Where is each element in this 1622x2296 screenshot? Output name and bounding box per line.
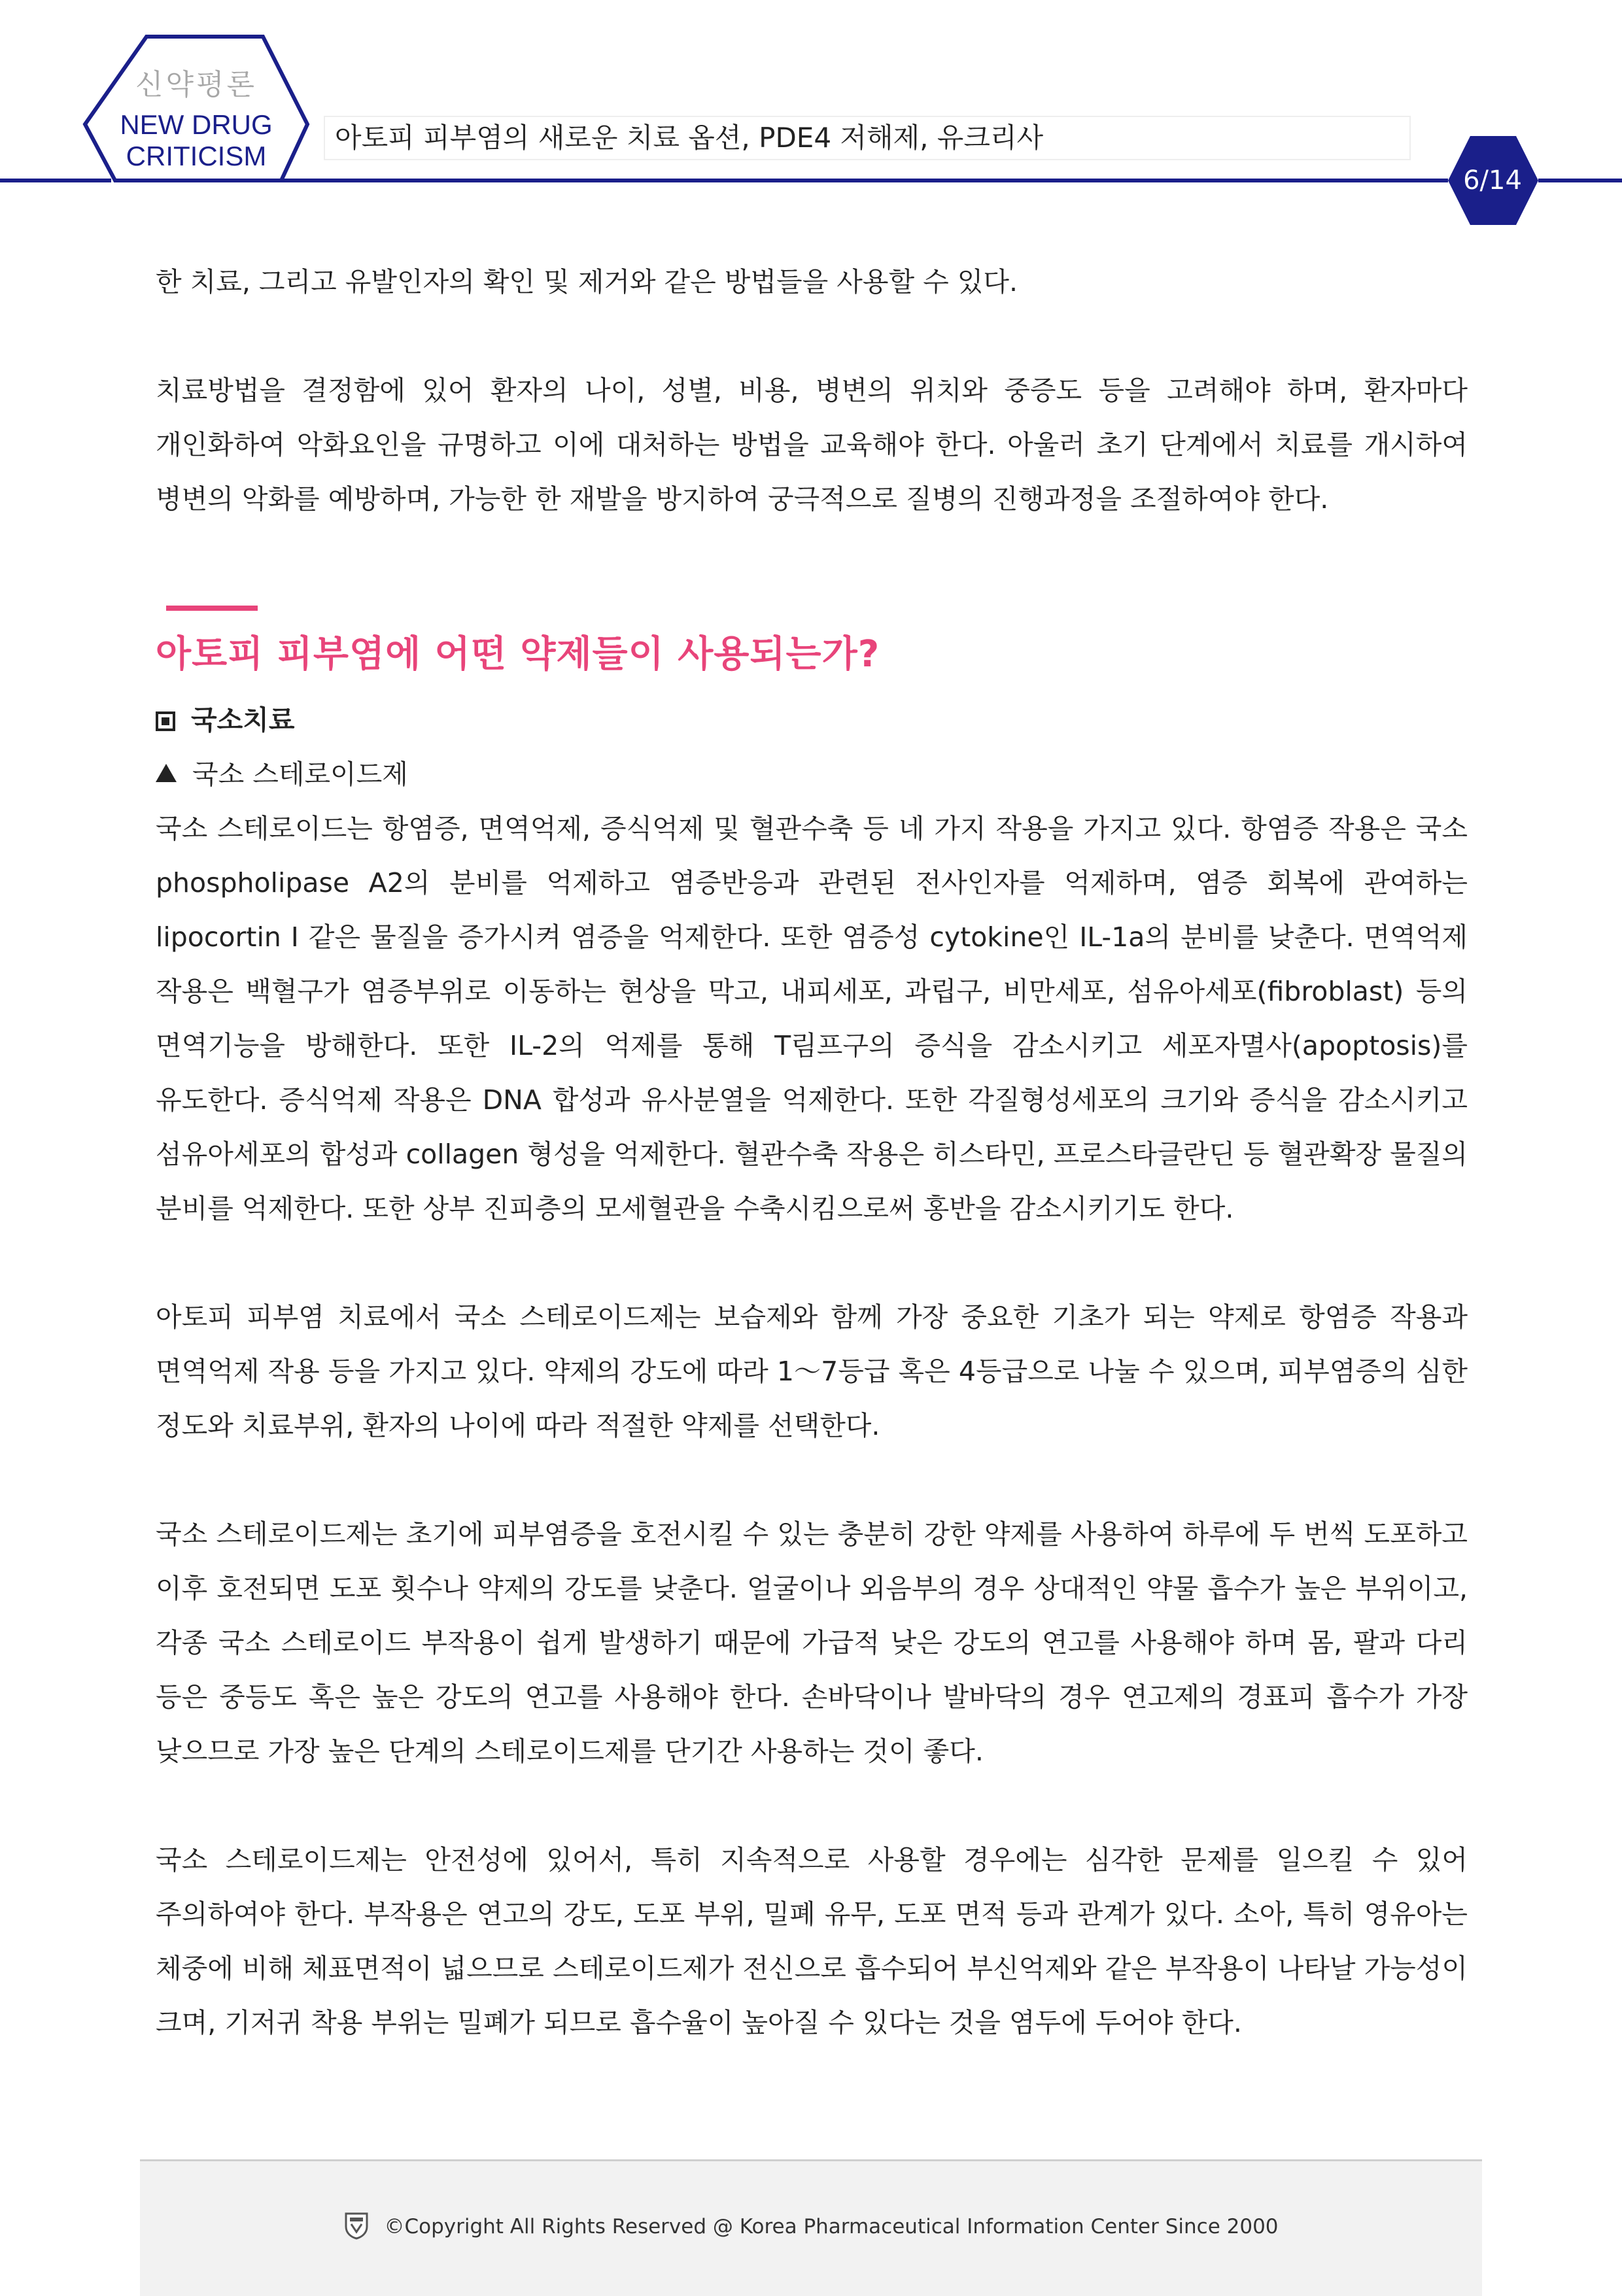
page-header: [0, 0, 1622, 235]
heading-accent-bar: [166, 606, 258, 611]
paragraph: 국소 스테로이드는 항염증, 면역억제, 증식억제 및 혈관수축 등 네 가지 작용을 가지고 있다. 항염증 작용은 국소 phospholipase A2의 분비를 억제하고 염증반응과 관련된 전사인자를 억제하며, 염증 회복에 관여하는 lipocortin I 같은 물질을 증가시켜 염증을 억제한다. 또한 염증성 cytokine인 IL-1a의 분비를 낮춘다. 면역억제 작용은 백혈구가 염증부위로 이동하는 현상을 막고, 내피세포, 과립구, 비만세포, 섬유아세포(fibroblast) 등의 면역기능을 방해한다. 또한 IL-2의 억제를 통해 T림프구의 증식을 감소시키고 세포자멸사(apoptosis)를 유도한다. 증식억제 작용은 DNA 합성과 유사분열을 억제한다. 또한 각질형성세포의 크기와 증식을 감소시키고 섬유아세포의 합성과 collagen 형성을 억제한다. 혈관수축 작용은 히스타민, 프로스타글란딘 등 혈관확장 물질의 분비를 억제한다. 또한 상부 진피층의 모세혈관을 수축시킴으로써 홍반을 감소시키기도 한다.: [156, 813, 1468, 1224]
kpic-shield-icon: [343, 2211, 370, 2240]
footer-copyright: [140, 2207, 1482, 2246]
page-number: 6/14: [1463, 165, 1522, 196]
brand-korean: 신약평론: [135, 68, 257, 101]
paragraph: 치료방법을 결정함에 있어 환자의 나이, 성별, 비용, 병변의 위치와 중증도 등을 고려해야 하며, 환자마다 개인화하여 악화요인을 규명하고 이에 대처하는 방법을 교육해야 한다. 아울러 초기 단계에서 치료를 개시하여 병변의 악화를 예방하며, 가능한 한 재발을 방지하여 궁극적으로 질병의 진행과정을 조절하여야 한다.: [156, 375, 1468, 515]
article-title: 아토피 피부염의 새로운 치료 옵션, PDE4 저해제, 유크리사: [335, 122, 1044, 154]
square-bullet-icon: [156, 711, 175, 731]
paragraph: 한 치료, 그리고 유발인자의 확인 및 제거와 같은 방법들을 사용할 수 있다.: [156, 266, 1018, 298]
section-heading: 아토피 피부염에 어떤 약제들이 사용되는가?: [156, 633, 880, 676]
page-footer: [140, 2159, 1482, 2296]
paragraph: 국소 스테로이드제는 초기에 피부염증을 호전시킬 수 있는 충분히 강한 약제를 사용하여 하루에 두 번씩 도포하고 이후 호전되면 도포 횟수나 약제의 강도를 낮춘다. 얼굴이나 외음부의 경우 상대적인 약물 흡수가 높은 부위이고, 각종 국소 스테로이드 부작용이 쉽게 발생하기 때문에 가급적 낮은 강도의 연고를 사용해야 하며 몸, 팔과 다리 등은 중등도 혹은 높은 강도의 연고를 사용해야 한다. 손바닥이나 발바닥의 경우 연고제의 경표피 흡수가 가장 낮으므로 가장 높은 단계의 스테로이드제를 단기간 사용하는 것이 좋다.: [156, 1518, 1468, 1767]
triangle-bullet-icon: [156, 764, 177, 782]
drug-section: [156, 606, 1468, 2050]
paragraph: 국소 스테로이드제는 안전성에 있어서, 특히 지속적으로 사용할 경우에는 심각한 문제를 일으킬 수 있어 주의하여야 한다. 부작용은 연고의 강도, 도포 부위, 밀폐 유무, 도포 면적 등과 관계가 있다. 소아, 특히 영유아는 체중에 비해 체표면적이 넓으므로 스테로이드제가 전신으로 흡수되어 부신억제와 같은 부작용이 나타날 가능성이 크며, 기저귀 착용 부위는 밀폐가 되므로 흡수율이 높아질 수 있다는 것을 염두에 두어야 한다.: [156, 1844, 1468, 2038]
sub-subheading-label: 국소 스테로이드제: [192, 759, 408, 790]
paragraph: 아토피 피부염 치료에서 국소 스테로이드제는 보습제와 함께 가장 중요한 기초가 되는 약제로 항염증 작용과 면역억제 작용 등을 가지고 있다. 약제의 강도에 따라 1～7등급 혹은 4등급으로 나눌 수 있으며, 피부염증의 심한 정도와 치료부위, 환자의 나이에 따라 적절한 약제를 선택한다.: [156, 1301, 1468, 1441]
sub-subheading: [156, 747, 1468, 802]
subheading-label: 국소치료: [191, 704, 295, 736]
brand-english-line1: NEW DRUG: [120, 109, 273, 140]
brand-english-line2: CRITICISM: [126, 141, 267, 171]
copyright-text: ©Copyright All Rights Reserved @ Korea Pharmaceutical Information Center Since 2000: [384, 2215, 1279, 2238]
subheading: [156, 693, 1468, 747]
intro-text: [156, 255, 1468, 526]
